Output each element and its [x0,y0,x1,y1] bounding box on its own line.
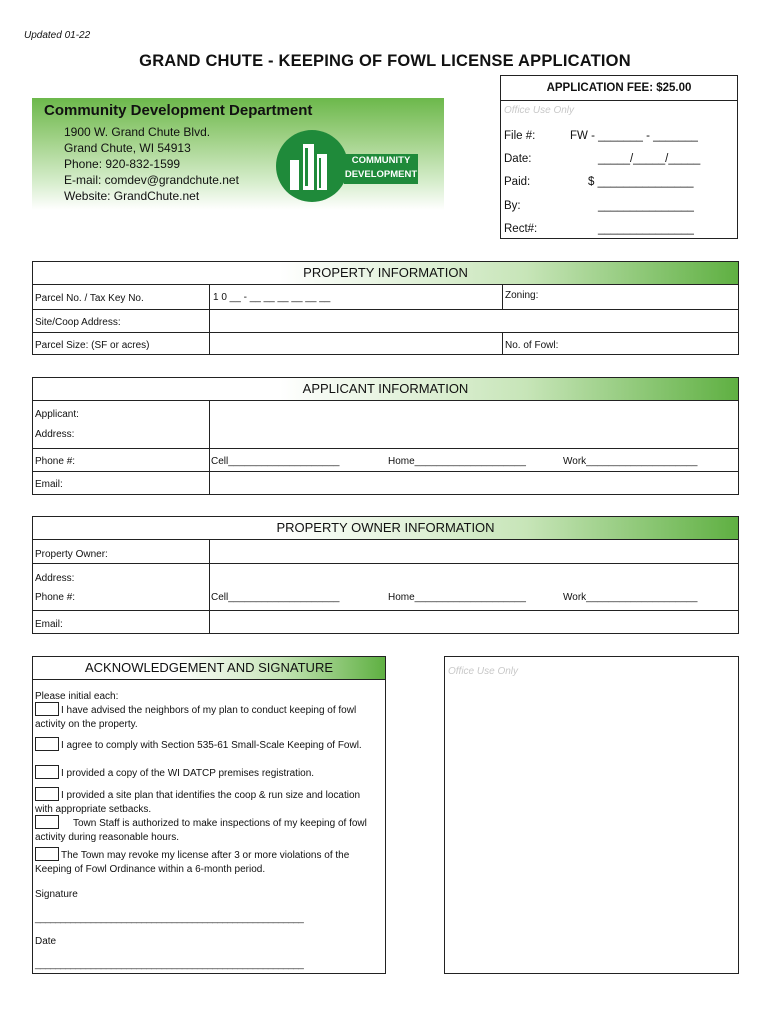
by-label: By: [504,200,521,212]
applicant-phone-label: Phone #: [35,456,76,467]
initial-box-1[interactable] [35,702,59,716]
applicant-email-label: Email: [35,479,63,490]
initial-box-2[interactable] [35,737,59,751]
owner-address-label: Address: [35,573,75,584]
applicant-heading: APPLICANT INFORMATION [33,378,738,401]
ack-item-4: I provided a site plan that identifies the coop & run size and location [61,790,361,801]
office-use-box-bottom [444,656,739,974]
ack-item-6: The Town may revoke my license after 3 or more violations of the [61,850,350,861]
ack-item-3: I provided a copy of the WI DATCP premises registration. [61,768,315,779]
date-label: Date [35,936,57,947]
property-heading: PROPERTY INFORMATION [33,262,738,285]
application-fee: APPLICATION FEE: $25.00 [501,76,737,101]
applicant-information-section [32,377,739,495]
by-value[interactable]: _______________ [598,200,694,212]
applicant-cell-field[interactable]: Cell____________________ [211,456,340,467]
date-line[interactable]: _____________________________________________________ [35,959,304,970]
ack-item-5: Town Staff is authorized to make inspections of my keeping of fowl [73,818,367,829]
owner-phone-label: Phone #: [35,592,76,603]
phone-line: Phone: 920-832-1599 [64,157,181,171]
acknowledgement-section [32,656,386,974]
ack-item-4-cont: with appropriate setbacks. [35,804,152,815]
owner-cell-field[interactable]: Cell____________________ [211,592,340,603]
initial-box-5[interactable] [35,815,59,829]
signature-label: Signature [35,889,78,900]
parcel-size-label: Parcel Size: (SF or acres) [35,340,150,351]
office-use-box-top [500,75,738,239]
website-line: Website: GrandChute.net [64,189,200,203]
address-line-2: Grand Chute, WI 54913 [64,141,191,155]
initial-box-3[interactable] [35,765,59,779]
office-use-label-bottom: Office Use Only [448,666,519,677]
department-banner [32,98,444,210]
ack-item-2: I agree to comply with Section 535-61 Small-Scale Keeping of Fowl. [61,740,362,751]
owner-home-field[interactable]: Home____________________ [388,592,526,603]
paid-value[interactable]: $ _______________ [588,176,694,188]
date-value[interactable]: _____/_____/_____ [598,153,701,165]
rect-label: Rect#: [504,223,538,235]
logo-text: COMMUNITY DEVELOPMENT [344,154,418,184]
ack-item-1-cont: activity on the property. [35,719,138,730]
zoning-label: Zoning: [505,290,539,301]
applicant-work-field[interactable]: Work____________________ [563,456,698,467]
owner-email-label: Email: [35,619,63,630]
initial-instructions: Please initial each: [35,691,119,702]
file-value[interactable]: FW - _______ - _______ [570,130,698,142]
applicant-label: Applicant: [35,409,79,420]
parcel-label: Parcel No. / Tax Key No. [35,293,144,304]
ack-item-6-cont: Keeping of Fowl Ordinance within a 6-month period. [35,864,266,875]
rect-value[interactable]: _______________ [598,223,694,235]
property-information-section [32,261,739,355]
ack-item-5-cont: activity during reasonable hours. [35,832,179,843]
community-logo-icon [276,130,348,202]
ack-item-1: I have advised the neighbors of my plan to conduct keeping of fowl [61,705,357,716]
office-use-label: Office Use Only [504,105,575,116]
signature-line[interactable]: _____________________________________________________ [35,913,304,924]
initial-box-6[interactable] [35,847,59,861]
applicant-home-field[interactable]: Home____________________ [388,456,526,467]
initial-box-4[interactable] [35,787,59,801]
owner-work-field[interactable]: Work____________________ [563,592,698,603]
file-label: File #: [504,130,536,142]
date-label: Date: [504,153,532,165]
updated-date: Updated 01-22 [24,30,91,41]
email-line: E-mail: comdev@grandchute.net [64,173,239,187]
parcel-input[interactable]: 1 0 __ - __ __ __ __ __ __ [213,292,331,303]
property-owner-section [32,516,739,634]
department-name: Community Development Department [44,102,313,119]
site-address-label: Site/Coop Address: [35,317,121,328]
acknowledgement-heading: ACKNOWLEDGEMENT AND SIGNATURE [33,657,385,680]
fowl-count-label: No. of Fowl: [505,340,559,351]
owner-label: Property Owner: [35,549,108,560]
address-line-1: 1900 W. Grand Chute Blvd. [64,125,211,139]
page-title: GRAND CHUTE - KEEPING OF FOWL LICENSE APPLICATION [139,52,631,70]
applicant-address-label: Address: [35,429,75,440]
paid-label: Paid: [504,176,531,188]
owner-heading: PROPERTY OWNER INFORMATION [33,517,738,540]
